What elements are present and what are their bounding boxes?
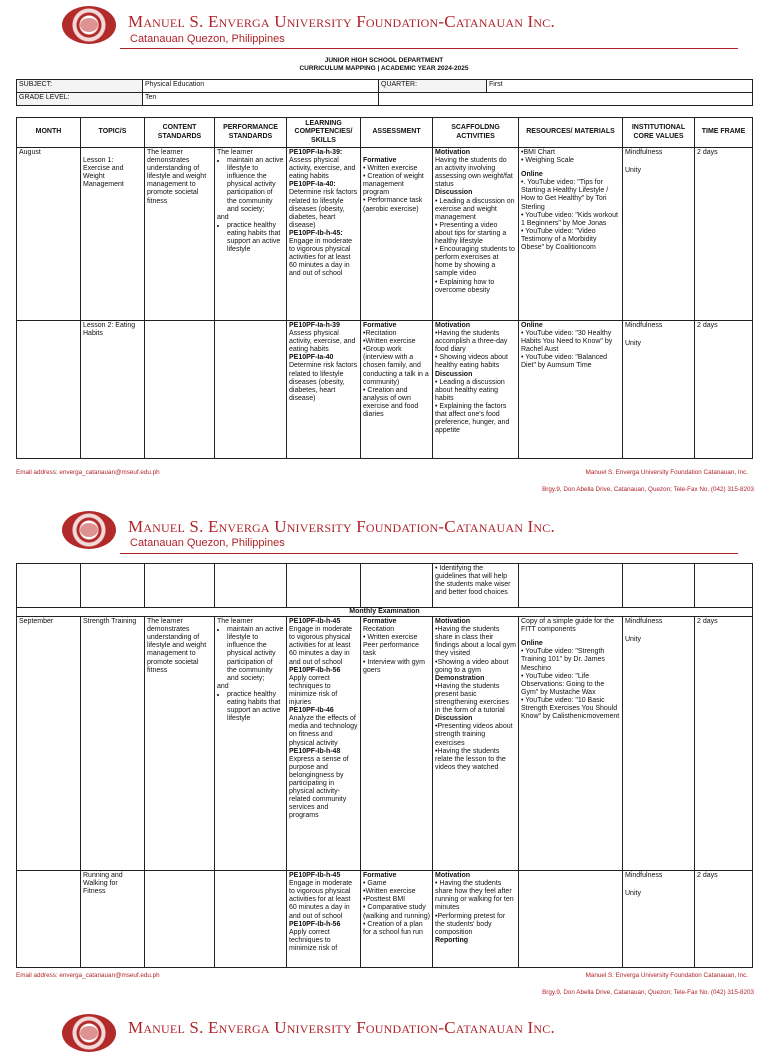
- assessment-heading: Formative: [363, 872, 397, 880]
- core-value: Unity: [625, 167, 641, 175]
- competency-cell: [287, 148, 361, 321]
- curriculum-table-page1: [16, 117, 753, 459]
- assessment-heading: Formative: [363, 157, 397, 164]
- scaffold-text: • Leading a discussion about healthy eating habits • Explaining the factors that affect one's food preference, hunger, and appetite: [435, 378, 510, 435]
- scaffold-heading: Reporting: [435, 936, 469, 944]
- perf-and: and: [217, 682, 229, 690]
- scaffold-text: • Having the students share how they feel after running or walking for ten minutes •Performing pretest for the students' body composition: [435, 880, 514, 936]
- competency-text: Assess physical activity, exercise, and eating habits: [289, 157, 356, 181]
- footer-institution: Manuel S. Enverga University Foundation Catanauan, Inc.: [585, 972, 748, 979]
- perf-item: • maintain an active lifestyle to influence the physical activity participation of the community and society;: [227, 157, 284, 214]
- content-standard-cell: The learner demonstrates understanding of lifestyle and weight management to promote societal fitness: [145, 148, 215, 321]
- university-seal-icon: [62, 511, 116, 549]
- perf-intro: The learner: [217, 149, 253, 156]
- scaffold-text: • Leading a discussion on exercise and weight management • Presenting a video about tips for starting a healthy lifestyle • Encouraging students to perform exercises at home by showing a sample video • Explaining how to overcome obesity: [435, 197, 515, 294]
- resources-heading: Online: [521, 640, 543, 648]
- quarter-value: First: [487, 80, 753, 93]
- core-values-cell: [623, 871, 695, 968]
- assessment-text: • Written exercise • Creation of weight management program • Performance task (aerobic exercise): [363, 165, 424, 213]
- competency-text: Apply correct techniques to minimize risk of: [289, 928, 338, 952]
- table-row: [17, 564, 753, 608]
- competency-code: PE10PF-Ib-h-56: [289, 666, 341, 674]
- resources-heading: Online: [521, 322, 543, 329]
- core-value: Mindfulness: [625, 872, 663, 880]
- competency-text: Engage in moderate to vigorous physical activities for at least 60 minutes a day in and out of school: [289, 626, 353, 666]
- time-frame-cell: 2 days: [695, 321, 753, 459]
- table-row: [17, 321, 753, 459]
- header-rule: [120, 553, 738, 554]
- col-resources: RESOURCES/ MATERIALS: [519, 118, 623, 148]
- department-name: JUNIOR HIGH SCHOOL DEPARTMENT: [324, 57, 444, 64]
- core-value: Mindfulness: [625, 618, 663, 626]
- month-cell: [17, 321, 81, 459]
- time-frame-cell: 2 days: [695, 871, 753, 968]
- document-subtitle: CURRICULUM MAPPING | ACADEMIC YEAR 2024-2025: [299, 65, 469, 72]
- month-cell: September: [17, 617, 81, 871]
- competency-code: PE10PF-Ia-h-39: [289, 322, 340, 329]
- competency-text: Assess physical activity, exercise, and eating habits: [289, 330, 356, 354]
- monthly-exam-label: Monthly Examination: [17, 608, 753, 617]
- university-seal-icon: [62, 1014, 116, 1052]
- resources-heading: Online: [521, 171, 543, 179]
- resources-text: Copy of a simple guide for the FITT components: [521, 618, 614, 634]
- assessment-cell: [361, 871, 433, 968]
- scaffold-heading: Motivation: [435, 872, 470, 880]
- month-cell: [17, 871, 81, 968]
- assessment-cell: [361, 321, 433, 459]
- footer-address: Brgy.9, Don Abella Drive, Catanauan, Quezon; Tele-Fax No. (042) 315-8203: [542, 989, 754, 996]
- grade-label: GRADE LEVEL:: [17, 93, 143, 106]
- col-core-values: INSTITUTIONAL CORE VALUES: [623, 118, 695, 148]
- quarter-label: QUARTER:: [379, 80, 487, 93]
- perf-item: • maintain an active lifestyle to influence the physical activity participation of the community and society;: [227, 626, 284, 683]
- competency-code: PE10PF-Ib-h-45: [289, 872, 341, 880]
- subject-value: Physical Education: [143, 80, 379, 93]
- footer-email: Email address: enverga_catanauan@mseuf.edu.ph: [16, 469, 160, 476]
- scaffold-heading: Motivation: [435, 149, 470, 156]
- assessment-cell: [361, 617, 433, 871]
- competency-code: PE10PF-Ia-h-39:: [289, 149, 343, 156]
- col-scaffolding: SCAFFOLDNG ACTIVITIES: [433, 118, 519, 148]
- subject-label: SUBJECT:: [17, 80, 143, 93]
- performance-standard-cell: [215, 148, 287, 321]
- grade-value: Ten: [143, 93, 379, 106]
- course-info-table: [16, 79, 753, 106]
- scaffolding-cell: • Identifying the guidelines that will help the students make wiser and better food choices: [433, 564, 519, 608]
- university-name: Manuel S. Enverga University Foundation-Catanauan Inc.: [128, 517, 555, 536]
- resources-cell: [519, 617, 623, 871]
- page-3-header: [0, 1010, 768, 1037]
- resources-text: •. YouTube video: "Tips for Starting a Healthy Lifestyle / How to Get Healthy" by Tori Sterling • YouTube video: "Kids workout 1 Beginners" by Moe Jonas • YouTube video: "Video Testimony of a Morbidity Obese" by Coalitioncom: [521, 179, 618, 252]
- assessment-text: • Game •Written exercise •Posttest BMI • Comparative study (walking and running) • Creation of a plan for a school fun run: [363, 880, 430, 936]
- col-competencies: LEARNING COMPETENCIES/ SKILLS: [287, 118, 361, 148]
- competency-text: Engage in moderate to vigorous physical activities for at least 60 minutes a day in and out of school: [289, 880, 353, 920]
- resources-cell: [519, 871, 623, 968]
- resources-cell: [519, 321, 623, 459]
- competency-code: PE10PF-Ib-h-56: [289, 920, 341, 928]
- resources-cell: [519, 148, 623, 321]
- col-performance-standards: PERFORMANCE STANDARDS: [215, 118, 287, 148]
- competency-text: Engage in moderate to vigorous physical activities for at least 60 minutes a day in and out of school: [289, 238, 353, 278]
- scaffold-text: •Having the students share in class their findings about a local gym they visited •Showing a video about going to a gym: [435, 626, 516, 674]
- scaffolding-cell: [433, 871, 519, 968]
- resources-text: • YouTube video: "Strength Training 101" by Dr. James Meschino • YouTube video: "Life Observations: Going to the Gym" by Mustache Wax • YouTube video: "10 Basic Strength Exercises You Should Know" by Calisthenicmovement: [521, 648, 620, 721]
- department-title: [0, 57, 768, 73]
- resources-text: •BMI Chart • Weighing Scale: [521, 149, 574, 165]
- assessment-text: •Recitation •Written exercise •Group work (interview with a chosen family, and conducting a talk in a community) • Creation and analysis of own exercise and food diaries: [363, 330, 429, 419]
- competency-code: PE10PF-Ib-h-48: [289, 747, 341, 755]
- university-location: Catanauan Quezon, Philippines: [130, 33, 285, 45]
- monthly-exam-row: [17, 608, 753, 617]
- competency-text: Determine risk factors related to lifestyle diseases (obesity, diabetes, heart disease): [289, 362, 358, 402]
- scaffold-heading: Discussion: [435, 189, 473, 197]
- university-name: Manuel S. Enverga University Foundation-Catanauan Inc.: [128, 12, 555, 31]
- scaffolding-cell: [433, 617, 519, 871]
- performance-standard-cell: [215, 617, 287, 871]
- time-frame-cell: 2 days: [695, 617, 753, 871]
- perf-and: and: [217, 213, 229, 221]
- col-month: MONTH: [17, 118, 81, 148]
- performance-standard-cell: [215, 321, 287, 459]
- footer-address: Brgy.9, Don Abella Drive, Catanauan, Quezon; Tele-Fax No. (042) 315-8203: [542, 486, 754, 493]
- scaffold-heading: Discussion: [435, 370, 473, 378]
- content-standard-cell: [145, 871, 215, 968]
- core-values-cell: [623, 321, 695, 459]
- header-rule: [120, 48, 738, 49]
- scaffold-text: •Presenting videos about strength training exercises •Having the students relate the lesson to the videos they watched: [435, 723, 513, 771]
- scaffold-text: •Having the students accomplish a three-day food diary • Showing videos about healthy eating habits: [435, 330, 508, 370]
- competency-cell: [287, 321, 361, 459]
- topic-cell: Running and Walking for Fitness: [81, 871, 145, 968]
- scaffold-heading: Discussion: [435, 715, 473, 723]
- competency-cell: [287, 871, 361, 968]
- col-content-standards: CONTENT STANDARDS: [145, 118, 215, 148]
- topic-cell: [81, 148, 145, 321]
- core-value: Mindfulness: [625, 322, 663, 329]
- perf-item: • practice healthy eating habits that support an active lifestyle: [227, 691, 284, 723]
- competency-code: PE10PF-Ia-40:: [289, 181, 336, 189]
- perf-item: • practice healthy eating habits that support an active lifestyle: [227, 222, 284, 254]
- scaffold-heading: Motivation: [435, 618, 470, 626]
- core-value: Unity: [625, 890, 641, 898]
- table-row: [17, 617, 753, 871]
- col-topics: TOPIC/S: [81, 118, 145, 148]
- competency-text: Determine risk factors related to lifestyle diseases (obesity, diabetes, heart disease): [289, 189, 358, 229]
- competency-text: Analyze the effects of media and technology on fitness and physical activity: [289, 715, 358, 747]
- core-values-cell: [623, 148, 695, 321]
- assessment-text: Recitation • Written exercise Peer performance task • Interview with gym goers: [363, 626, 425, 674]
- topic-cell: Lesson 2: Eating Habits: [81, 321, 145, 459]
- competency-code: PE10PF-Ib-h-45: [289, 618, 341, 626]
- university-name: Manuel S. Enverga University Foundation-Catanauan Inc.: [128, 1018, 555, 1037]
- competency-code: PE10PF-Ia-40: [289, 354, 334, 362]
- time-frame-cell: 2 days: [695, 148, 753, 321]
- assessment-heading: Formative: [363, 618, 397, 626]
- assessment-heading: Formative: [363, 322, 397, 329]
- performance-standard-cell: [215, 871, 287, 968]
- scaffold-heading: Motivation: [435, 322, 470, 329]
- scaffold-heading: Demonstration: [435, 674, 485, 682]
- scaffolding-cell: [433, 148, 519, 321]
- content-standard-cell: [145, 321, 215, 459]
- competency-text: Apply correct techniques to minimize risk of injuries: [289, 674, 338, 707]
- col-assessment: ASSESSMENT: [361, 118, 433, 148]
- footer-institution: Manuel S. Enverga University Foundation Catanauan, Inc.: [585, 469, 748, 476]
- month-cell: August: [17, 148, 81, 321]
- assessment-cell: [361, 148, 433, 321]
- competency-cell: [287, 617, 361, 871]
- core-values-cell: [623, 617, 695, 871]
- content-standard-cell: The learner demonstrates understanding of lifestyle and weight management to promote societal fitness: [145, 617, 215, 871]
- blank-cell: [379, 93, 753, 106]
- core-value: Unity: [625, 636, 641, 644]
- core-value: Unity: [625, 340, 641, 348]
- table-row: [17, 148, 753, 321]
- topic-text: Lesson 1: Exercise and Weight Management: [83, 157, 124, 189]
- table-row: [17, 871, 753, 968]
- col-time-frame: TIME FRAME: [695, 118, 753, 148]
- scaffold-text: Having the students do an activity involving assessing own weight/fat status: [435, 157, 513, 189]
- university-location: Catanauan Quezon, Philippines: [130, 537, 285, 549]
- footer-email: Email address: enverga_catanauan@mseuf.edu.ph: [16, 972, 160, 979]
- page-2: [0, 506, 768, 986]
- scaffold-text: •Having the students present basic strengthening exercises in the form of a tutorial: [435, 682, 509, 715]
- core-value: Mindfulness: [625, 149, 663, 156]
- scaffolding-cell: [433, 321, 519, 459]
- resources-text: • YouTube video: "30 Healthy Habits You Need to Know" by Rachel Aust • YouTube video: "Balanced Diet" by Aumsum Time: [521, 330, 613, 370]
- competency-code: PE10PF-Ib-h-45:: [289, 229, 343, 237]
- perf-intro: The learner: [217, 618, 253, 626]
- university-seal-icon: [62, 6, 116, 44]
- curriculum-table-page2: [16, 563, 753, 968]
- topic-cell: Strength Training: [81, 617, 145, 871]
- page-1: [0, 0, 768, 500]
- competency-text: Express a sense of purpose and belongingness by participating in physical activity-related community services and programs: [289, 755, 349, 820]
- competency-code: PE10PF-Ib-46: [289, 707, 334, 715]
